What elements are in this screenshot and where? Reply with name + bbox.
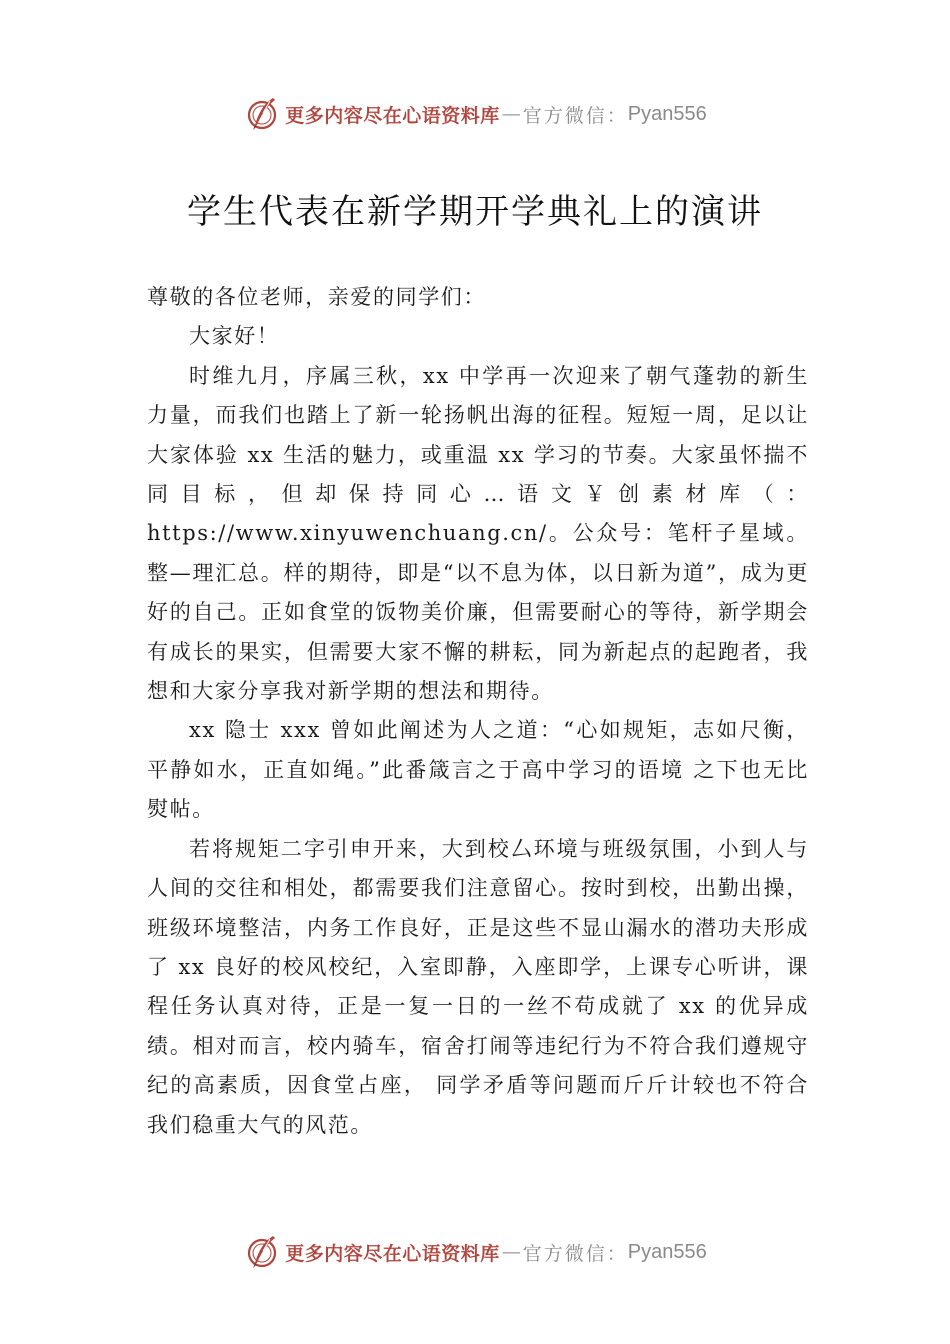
banner-separator: — [501, 103, 521, 125]
banner-brand-text: 更多内容尽在心语资料库 [285, 104, 500, 127]
document-title: 学生代表在新学期开学典礼上的演讲 [187, 192, 763, 232]
salutation: 尊敬的各位老师，亲爱的同学们： [147, 285, 486, 309]
quill-pen-logo-icon [243, 95, 281, 133]
banner-wechat-label: 官方微信： [522, 104, 628, 127]
banner-separator: — [501, 1241, 521, 1263]
header-banner [0, 92, 950, 136]
quill-pen-logo-icon [243, 1233, 281, 1271]
paragraph: 大家好！ [189, 324, 280, 349]
document-body [147, 278, 809, 1145]
banner-wechat-id: Pyan556 [627, 1240, 707, 1263]
paragraph: 时维九月，序属三秋，xx 中学再一次迎来了朝气蓬勃的新生力量，而我们也踏上了新一轮扬帆出海的征程。短短一周，足以让大家体验 xx 生活的魅力，或重温 xx 学习的节奏。大家虽怀揣不同目标，但却保持同心…语文￥创素材库（：https://www.xinyuwenchuang.cn/。公众号：笔杆子星域。整—理汇总。样的期待，即是“以不息为体，以日新为道”，成为更好的自己。正如食堂的饭物美价廉，但需要耐心的等待，新学期会有成长的果实，但需要大家不懈的耕耘，同为新起点的起跑者，我想和大家分享我对新学期的想法和期待。 [147, 363, 809, 704]
banner-brand-text: 更多内容尽在心语资料库 [285, 1242, 500, 1265]
paragraph: xx 隐士 xxx 曾如此阐述为人之道：“心如规矩，志如尺衡，平静如水，正直如绳。”此番箴言之于高中学习的语境 之下也无比熨帖。 [147, 718, 809, 822]
banner-wechat-label: 官方微信： [522, 1242, 628, 1265]
paragraph: 若将规矩二字引申开来，大到校厶环境与班级氛围，小到人与人间的交往和相处，都需要我们注意留心。按时到校，出勤出操，班级环境整洁，内务工作良好，正是这些不显山漏水的潜功夫形成了 xx 良好的校风校纪，入室即静，入座即学，上课专心听讲，课程任务认真对待，正是一复一日的一丝不苟成就了 xx 的优异成绩。相对而言，校内骑车，宿舍打闹等违纪行为不符合我们遵规守纪的高素质，因食堂占座， 同学矛盾等问题而斤斤计较也不符合我们稳重大气的风范。 [147, 836, 809, 1137]
banner-wechat-id: Pyan556 [627, 102, 707, 125]
footer-banner [0, 1230, 950, 1274]
